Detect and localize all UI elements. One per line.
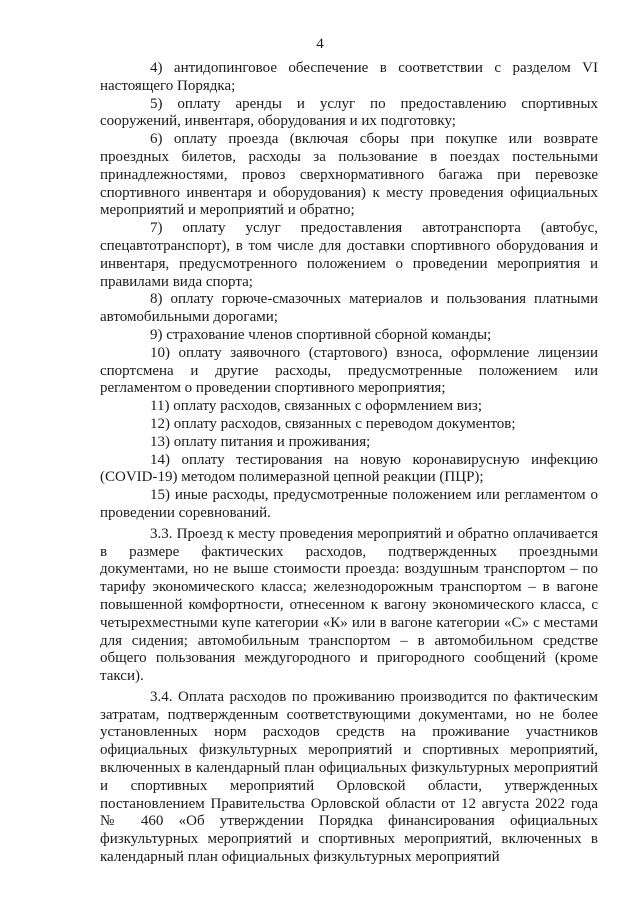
paragraph-item-11: 11) оплату расходов, связанных с оформлением виз; bbox=[150, 398, 483, 415]
paragraph-section-3-4: 3.4. Оплата расходов по проживанию производится по фактическим затратам, подтвержденным соответствующими документами, но не более установленных норм расходов средств на проживание участников официальных физкультурных мероприятий и спортивных мероприятий, включенных в календарный план официальных физкультурных мероприятий и спортивных мероприятий Орловской области, утвержденных постановлением Правительства Орловской области от 12 августа 2022 года № 460 «Об утверждении Порядка финансирования официальных физкультурных мероприятий и спортивных мероприятий, включенных в календарный план официальных физкультурных мероприятий bbox=[100, 688, 598, 866]
document-body bbox=[100, 60, 598, 867]
paragraph-item-13: 13) оплату питания и проживания; bbox=[150, 433, 371, 450]
paragraph-item-14: 14) оплату тестирования на новую коронавирусную инфекцию (COVID-19) методом полимеразной цепной реакции (ПЦР); bbox=[100, 451, 598, 486]
paragraph-item-5: 5) оплату аренды и услуг по предоставлению спортивных сооружений, инвентаря, оборудования и их подготовку; bbox=[100, 95, 598, 130]
paragraph-item-12: 12) оплату расходов, связанных с переводом документов; bbox=[150, 415, 516, 432]
paragraph-item-4: 4) антидопинговое обеспечение в соответствии с разделом VI настоящего Порядка; bbox=[100, 60, 598, 94]
page-number: 4 bbox=[316, 36, 324, 52]
paragraph-item-9: 9) страхование членов спортивной сборной команды; bbox=[150, 326, 492, 343]
paragraph-section-3-3: 3.3. Проезд к месту проведения мероприятий и обратно оплачивается в размере фактических расходов, подтвержденных проездными документами, но не выше стоимости проезда: воздушным транспортом – по тарифу экономического класса; железнодорожным транспортом – в вагоне повышенной комфортности, отнесенном к вагону экономического класса, с четырехместными купе категории «К» или в вагоне категории «С» с местами для сидения; автомобильным транспортом – в автомобильном средстве общего пользования междугородного и пригородного сообщений (кроме такси). bbox=[100, 525, 598, 685]
paragraph-item-15: 15) иные расходы, предусмотренные положением или регламентом о проведении соревнований. bbox=[100, 487, 598, 521]
paragraph-item-6: 6) оплату проезда (включая сборы при покупке или возврате проездных билетов, расходы за пользование в поездах постельными принадлежностями, провоз сверхнормативного багажа при перевозке спортивного инвентаря и оборудования) к месту проведения официальных мероприятий и мероприятий и обратно; bbox=[100, 131, 598, 219]
paragraph-item-7: 7) оплату услуг предоставления автотранспорта (автобус, спецавтотранспорт), в том числе для доставки спортивного оборудования и инвентаря, предусмотренного положением о проведении мероприятия и правилами вида спорта; bbox=[100, 220, 598, 290]
paragraph-item-8: 8) оплату горюче-смазочных материалов и пользования платными автомобильными дорогами; bbox=[100, 291, 598, 326]
paragraph-item-10: 10) оплату заявочного (стартового) взноса, оформление лицензии спортсмена и другие расходы, предусмотренные положением или регламентом о проведении спортивного мероприятия; bbox=[100, 344, 598, 397]
